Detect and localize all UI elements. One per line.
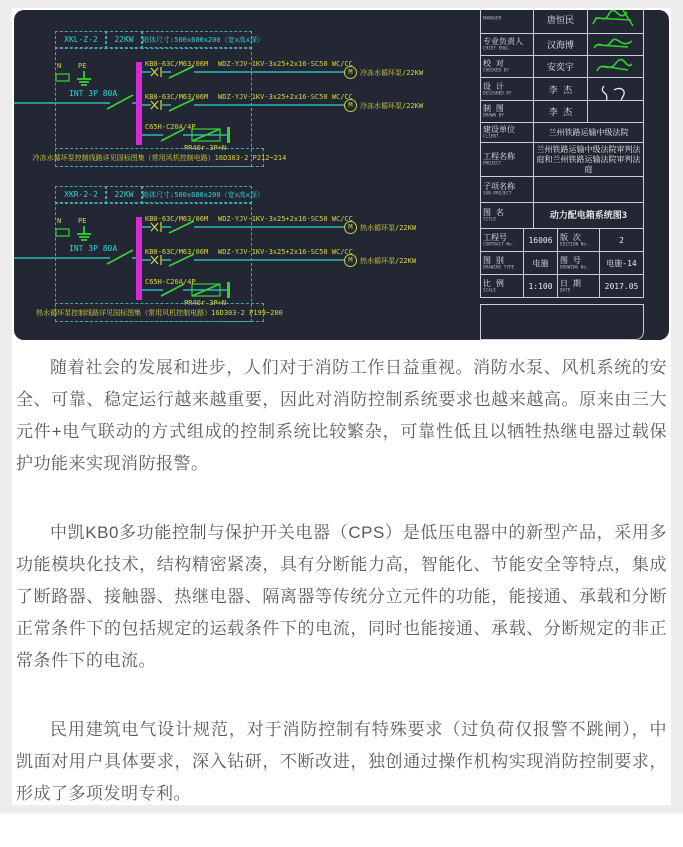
signature-icon bbox=[592, 58, 636, 76]
title-block-row-subproject bbox=[481, 176, 643, 202]
motor-icon bbox=[344, 66, 357, 79]
title-block-row-drawingtype bbox=[481, 251, 643, 274]
label-cn: 专业负责人 bbox=[483, 37, 531, 46]
manager-name: 唐恒民 bbox=[533, 10, 587, 33]
cad-drawing bbox=[14, 10, 669, 340]
label-cn: 图 名 bbox=[483, 208, 531, 217]
branch1-breaker: KB0-63C/M63/06M bbox=[145, 59, 208, 69]
row-label bbox=[481, 252, 523, 274]
label-cn: 子项名称 bbox=[483, 182, 531, 191]
n-label: N bbox=[57, 61, 61, 71]
date-value: 2017.05 bbox=[599, 275, 643, 297]
label-en: SCALE bbox=[483, 288, 510, 292]
row-label bbox=[481, 177, 533, 202]
row-label bbox=[481, 123, 533, 142]
pe-label: PE bbox=[78, 216, 86, 226]
motor-icon bbox=[344, 254, 357, 267]
label-en: CHECKED BY bbox=[483, 69, 518, 73]
label-en: DESIGNED BY bbox=[483, 91, 518, 95]
label-cn: 校 对 bbox=[483, 59, 531, 68]
panel-tag-text: XKR-2-2 bbox=[64, 190, 98, 199]
paragraph-2: 中凯KB0多功能控制与保护开关电器（CPS）是低压电器中的新型产品，采用多功能模块化技术，结构精密紧凑，具有分断能力高，智能化、节能安全等特点，集成了断路器、接触器、热继电器、隔离器等传统分立元件的功能，能接通、承载和分断正常条件下的包括规定的运载条件下的电流，同时也能接通、承载、分断规定的非正常条件下的电流。 bbox=[16, 517, 667, 677]
label-en: CLIENT bbox=[483, 135, 518, 139]
label-en: DRAWING TYPE bbox=[483, 265, 510, 269]
title-block-row-designed bbox=[481, 77, 643, 100]
signature-icon bbox=[590, 80, 640, 100]
row-label bbox=[481, 34, 533, 55]
row-label bbox=[481, 56, 533, 77]
label-cn: 图 别 bbox=[483, 256, 521, 265]
label-cn: 工程号 bbox=[483, 233, 521, 242]
branch1-cable: WDZ-YJV-1KV-3x25+2x16-SC50 WC/CC bbox=[218, 214, 353, 224]
spd-breaker-label: C65H-C20A/4P bbox=[145, 122, 196, 132]
branch2-cable: WDZ-YJV-1KV-3x25+2x16-SC50 WC/CC bbox=[218, 92, 353, 102]
title-block-row-manager bbox=[481, 10, 643, 33]
title-block-row-project bbox=[481, 142, 643, 176]
label-en: CHIEF ENGL bbox=[483, 47, 518, 51]
motor-letter: M bbox=[348, 223, 352, 231]
n-label: N bbox=[57, 216, 61, 226]
incoming-switch-label: INT 3P 80A bbox=[69, 244, 117, 254]
row-label bbox=[557, 229, 599, 251]
title-block-row-title bbox=[481, 202, 643, 228]
motor-letter: M bbox=[348, 101, 352, 109]
row-label bbox=[481, 101, 533, 122]
title-block-row-client bbox=[481, 122, 643, 142]
signature-icon bbox=[590, 36, 638, 54]
label-cn: 版 次 bbox=[560, 233, 597, 242]
branch2-load: 冷冻水循环泵/22KW bbox=[360, 101, 423, 111]
title-block-row-drawn bbox=[481, 100, 643, 122]
motor-letter: M bbox=[348, 68, 352, 76]
label-cn: 设 计 bbox=[483, 82, 531, 91]
panel-note bbox=[55, 148, 264, 167]
label-cn: 日 期 bbox=[560, 279, 597, 288]
label-en: TITLE bbox=[483, 218, 518, 222]
paragraph-1: 随着社会的发展和进步，人们对于消防工作日益重视。消防水泵、风机系统的安全、可靠、稳定运行越来越重要，因此对消防控制系统要求也越来越高。原来由三大元件+电气联动的方式组成的控制系统比较繁杂，可靠性低且以牺牲热继电器过载保护功能来实现消防报警。 bbox=[16, 352, 667, 480]
checker-name: 安奕宇 bbox=[533, 56, 587, 77]
title-block-row-scale bbox=[481, 274, 643, 297]
label-en: DRAWING No. bbox=[560, 265, 587, 269]
branch2-breaker: KB0-63C/M63/06M bbox=[145, 92, 208, 102]
subproject-value bbox=[533, 177, 643, 202]
panel-note-text: 冷冻水循环泵控制线路详见国标图集（常用风机控制电路）16D303-2 P212~214 bbox=[33, 153, 287, 163]
title-block-row-contract bbox=[481, 228, 643, 251]
drawing-frame-footer bbox=[480, 304, 644, 340]
spd-label: PR40r 3P+N bbox=[184, 298, 226, 308]
branch1-load: 冷冻水循环泵/22KW bbox=[360, 68, 423, 78]
title-block-row-chief bbox=[481, 33, 643, 55]
signature-cell bbox=[587, 101, 643, 122]
branch2-breaker: KB0-63C/M63/06M bbox=[145, 247, 208, 257]
label-en: MANAGER bbox=[483, 17, 518, 21]
title-block bbox=[480, 10, 644, 298]
label-en: DATE bbox=[560, 288, 587, 292]
branch2-cable: WDZ-YJV-1KV-3x25+2x16-SC50 WC/CC bbox=[218, 247, 353, 257]
contract-no: 16006 bbox=[523, 229, 557, 251]
signature-icon bbox=[589, 10, 637, 30]
row-label bbox=[481, 229, 523, 251]
branch2-load: 热水循环泵/22KW bbox=[360, 256, 416, 266]
label-cn: 工程名称 bbox=[483, 152, 531, 161]
row-label bbox=[481, 78, 533, 100]
panel-size-text: 箱体尺寸:500x600x200（宽x高x深） bbox=[142, 36, 264, 44]
label-cn: 制 图 bbox=[483, 104, 531, 113]
panel-tag-text: XKL-Z-2 bbox=[64, 35, 98, 44]
chief-name: 汉海博 bbox=[533, 34, 587, 55]
branch1-load: 热水循环泵/22KW bbox=[360, 223, 416, 233]
label-cn: 图 号 bbox=[560, 256, 597, 265]
spd-label: PR40r 3P+N bbox=[184, 143, 226, 153]
label-cn: 比 例 bbox=[483, 279, 521, 288]
label-en: EDITION No. bbox=[560, 242, 587, 246]
drawing-type: 电施 bbox=[523, 252, 557, 274]
row-label bbox=[481, 275, 523, 297]
signature-cell bbox=[587, 56, 643, 77]
signature-cell bbox=[587, 34, 643, 55]
motor-letter: M bbox=[348, 256, 352, 264]
drawing-title-value: 动力配电箱系统图3 bbox=[533, 203, 643, 228]
row-label bbox=[481, 203, 533, 228]
branch1-cable: WDZ-YJV-1KV-3x25+2x16-SC50 WC/CC bbox=[218, 59, 353, 69]
branch1-breaker: KB0-63C/M63/06M bbox=[145, 214, 208, 224]
paragraph-3: 民用建筑电气设计规范，对于消防控制有特殊要求（过负荷仅报警不跳闸），中凯面对用户具体要求，深入钻研，不断改进，独创通过操作机构实现消防控制要求，形成了多项发明专利。 bbox=[16, 714, 667, 810]
drafter-name: 李 杰 bbox=[533, 101, 587, 122]
row-label bbox=[557, 252, 599, 274]
project-value: 兰州铁路运输中级法院审判法庭和兰州铁路运输法院审判法庭 bbox=[533, 143, 643, 176]
motor-icon bbox=[344, 221, 357, 234]
panel-power-text: 22KW bbox=[114, 190, 133, 199]
panel-note bbox=[55, 303, 264, 322]
label-en: CONTRACT No. bbox=[483, 242, 510, 246]
article-body bbox=[16, 352, 667, 847]
incoming-switch-label: INT 3P 80A bbox=[69, 89, 117, 99]
label-en: DRAWN BY bbox=[483, 114, 518, 118]
panel-power-text: 22KW bbox=[114, 35, 133, 44]
signature-cell bbox=[587, 78, 643, 100]
label-cn: 建设单位 bbox=[483, 125, 531, 134]
edition-no: 2 bbox=[599, 229, 643, 251]
designer-name: 李 杰 bbox=[533, 78, 587, 100]
row-label bbox=[557, 275, 599, 297]
pe-label: PE bbox=[78, 61, 86, 71]
scale-value: 1:100 bbox=[523, 275, 557, 297]
label-en: SUB-PROJECT bbox=[483, 192, 518, 196]
row-label bbox=[481, 143, 533, 176]
drawing-no: 电施-14 bbox=[599, 252, 643, 274]
label-en: PROJECT bbox=[483, 162, 518, 166]
client-value: 兰州铁路运输中级法院 bbox=[533, 123, 643, 142]
panel-note-text: 热水循环泵控制线路详见国标图集（常用风机控制电路）16D303-2 P199~200 bbox=[36, 308, 283, 318]
signature-cell bbox=[587, 10, 643, 33]
title-block-row-checked bbox=[481, 55, 643, 77]
row-label bbox=[481, 10, 533, 33]
spd-breaker-label: C65H-C20A/4P bbox=[145, 277, 196, 287]
panel-size-text: 箱体尺寸:500x600x200（宽x高x深） bbox=[142, 191, 264, 199]
motor-icon bbox=[344, 99, 357, 112]
